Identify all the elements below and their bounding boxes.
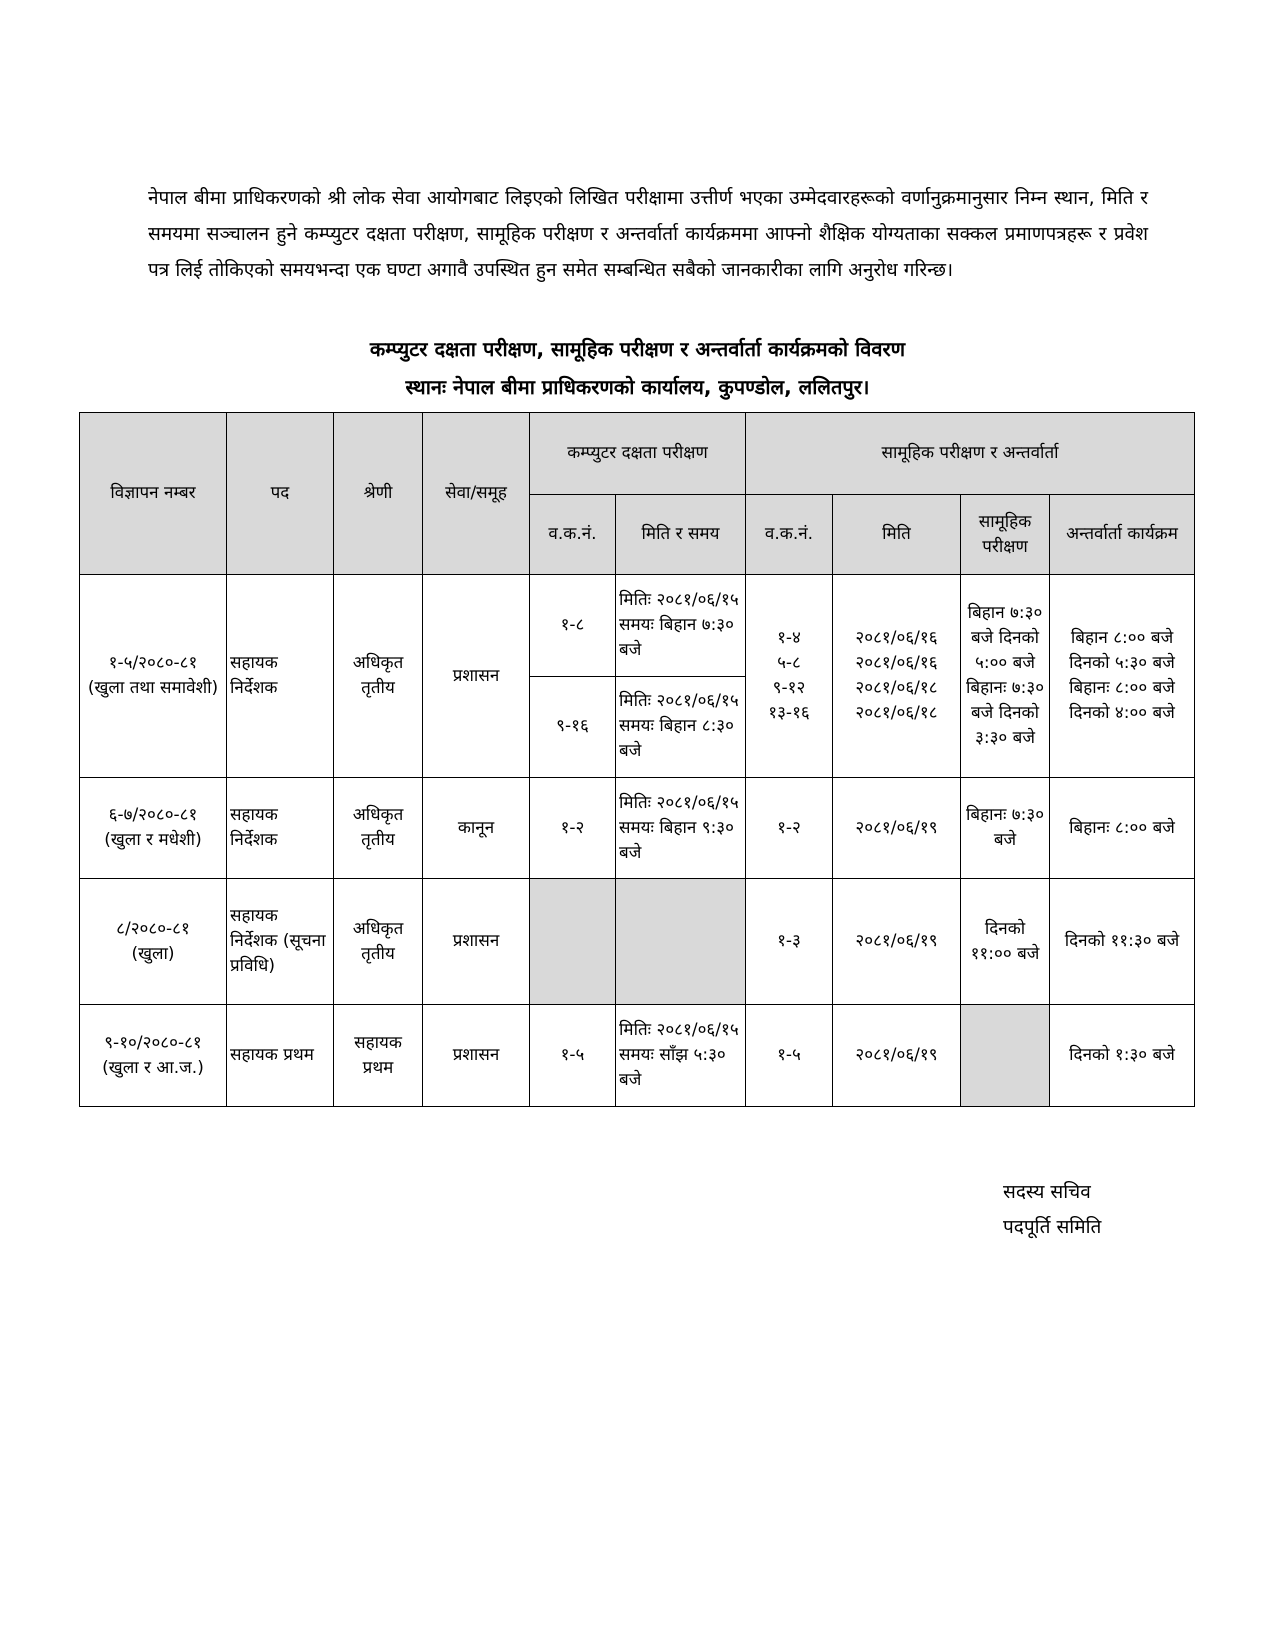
computer-roll-cell-empty: [530, 878, 616, 1005]
computer-roll-cell: १-५: [530, 1005, 616, 1107]
group-test-cell-empty: [961, 1005, 1050, 1107]
table-row: [80, 575, 1195, 677]
roll-no-2-cell: १-४ ५-८ ९-१२ १३-१६: [746, 575, 833, 778]
date-cell: २०८१/०६/१६ २०८१/०६/१६ २०८१/०६/१८ २०८१/०६/१८: [833, 575, 961, 778]
service-cell: कानून: [423, 778, 530, 879]
post-cell: सहायक निर्देशक: [227, 575, 334, 778]
header-post: पद: [227, 413, 334, 575]
signature-committee: पदपूर्ति समिति: [1003, 1216, 1102, 1238]
computer-datetime-cell-empty: [616, 878, 746, 1005]
computer-roll-cell: १-८: [530, 575, 616, 677]
interview-cell: बिहानः ८:०० बजे: [1050, 778, 1195, 879]
group-test-cell: बिहान ७:३० बजे दिनको ५:०० बजे बिहानः ७:३० बजे दिनको ३:३० बजे: [961, 575, 1050, 778]
table-row: [80, 778, 1195, 879]
level-cell: अधिकृत तृतीय: [334, 878, 423, 1005]
header-computer-test: कम्प्युटर दक्षता परीक्षण: [530, 413, 746, 495]
header-group-test-interview: सामूहिक परीक्षण र अन्तर्वार्ता: [746, 413, 1195, 495]
computer-roll-cell: ९-१६: [530, 676, 616, 778]
header-date-time: मिति र समय: [616, 495, 746, 575]
advertisement-no-cell: ८/२०८०-८१ (खुला): [80, 878, 227, 1005]
computer-datetime-cell: मितिः २०८१/०६/१५ समयः बिहान ९:३० बजे: [616, 778, 746, 879]
date-cell: २०८१/०६/१९: [833, 778, 961, 879]
group-test-cell: बिहानः ७:३० बजे: [961, 778, 1050, 879]
level-cell: सहायक प्रथम: [334, 1005, 423, 1107]
service-cell: प्रशासन: [423, 575, 530, 778]
header-group-test: सामूहिक परीक्षण: [961, 495, 1050, 575]
notice-paragraph: नेपाल बीमा प्राधिकरणको श्री लोक सेवा आयोगबाट लिइएको लिखित परीक्षामा उत्तीर्ण भएका उम्मेदवारहरूको वर्णानुक्रमानुसार निम्न स्थान, मिति र समयमा सञ्चालन हुने कम्प्युटर दक्षता परीक्षण, सामूहिक परीक्षण र अन्तर्वार्ता कार्यक्रममा आफ्नो शैक्षिक योग्यताका सक्कल प्रमाणपत्रहरू र प्रवेश पत्र लिई तोकिएको समयभन्दा एक घण्टा अगावै उपस्थित हुन समेत सम्बन्धित सबैको जानकारीका लागि अनुरोध गरिन्छ।: [148, 187, 1148, 281]
header-service-group: सेवा/समूह: [423, 413, 530, 575]
advertisement-no-cell: ९-१०/२०८०-८१ (खुला र आ.ज.): [80, 1005, 227, 1107]
table-row: [80, 1005, 1195, 1107]
date-cell: २०८१/०६/१९: [833, 1005, 961, 1107]
post-cell: सहायक निर्देशक: [227, 778, 334, 879]
date-cell: २०८१/०६/१९: [833, 878, 961, 1005]
interview-cell: दिनको १:३० बजे: [1050, 1005, 1195, 1107]
level-cell: अधिकृत तृतीय: [334, 778, 423, 879]
advertisement-no-cell: ६-७/२०८०-८१ (खुला र मधेशी): [80, 778, 227, 879]
header-roll-no: व.क.नं.: [530, 495, 616, 575]
header-interview-program: अन्तर्वार्ता कार्यक्रम: [1050, 495, 1195, 575]
service-cell: प्रशासन: [423, 1005, 530, 1107]
header-advertisement-no: विज्ञापन नम्बर: [80, 413, 227, 575]
computer-roll-cell: १-२: [530, 778, 616, 879]
post-cell: सहायक प्रथम: [227, 1005, 334, 1107]
advertisement-no-cell: १-५/२०८०-८१ (खुला तथा समावेशी): [80, 575, 227, 778]
level-cell: अधिकृत तृतीय: [334, 575, 423, 778]
computer-datetime-cell: मितिः २०८१/०६/१५ समयः बिहान ७:३० बजे: [616, 575, 746, 677]
schedule-table: [79, 412, 1195, 1107]
roll-no-2-cell: १-२: [746, 778, 833, 879]
venue-line: स्थानः नेपाल बीमा प्राधिकरणको कार्यालय, कुपण्डोल, ललितपुर।: [405, 375, 870, 399]
header-roll-no-2: व.क.नं.: [746, 495, 833, 575]
post-cell: सहायक निर्देशक (सूचना प्रविधि): [227, 878, 334, 1005]
header-date: मिति: [833, 495, 961, 575]
schedule-heading: कम्प्युटर दक्षता परीक्षण, सामूहिक परीक्षण र अन्तर्वार्ता कार्यक्रमको विवरण: [369, 337, 906, 361]
interview-cell: दिनको ११:३० बजे: [1050, 878, 1195, 1005]
computer-datetime-cell: मितिः २०८१/०६/१५ समयः साँझ ५:३० बजे: [616, 1005, 746, 1107]
service-cell: प्रशासन: [423, 878, 530, 1005]
group-test-cell: दिनको ११:०० बजे: [961, 878, 1050, 1005]
computer-datetime-cell: मितिः २०८१/०६/१५ समयः बिहान ८:३० बजे: [616, 676, 746, 778]
interview-cell: बिहान ८:०० बजे दिनको ५:३० बजे बिहानः ८:०० बजे दिनको ४:०० बजे: [1050, 575, 1195, 778]
signature-title: सदस्य सचिव: [1003, 1181, 1091, 1203]
table-row: [80, 878, 1195, 1005]
roll-no-2-cell: १-५: [746, 1005, 833, 1107]
roll-no-2-cell: १-३: [746, 878, 833, 1005]
header-level: श्रेणी: [334, 413, 423, 575]
